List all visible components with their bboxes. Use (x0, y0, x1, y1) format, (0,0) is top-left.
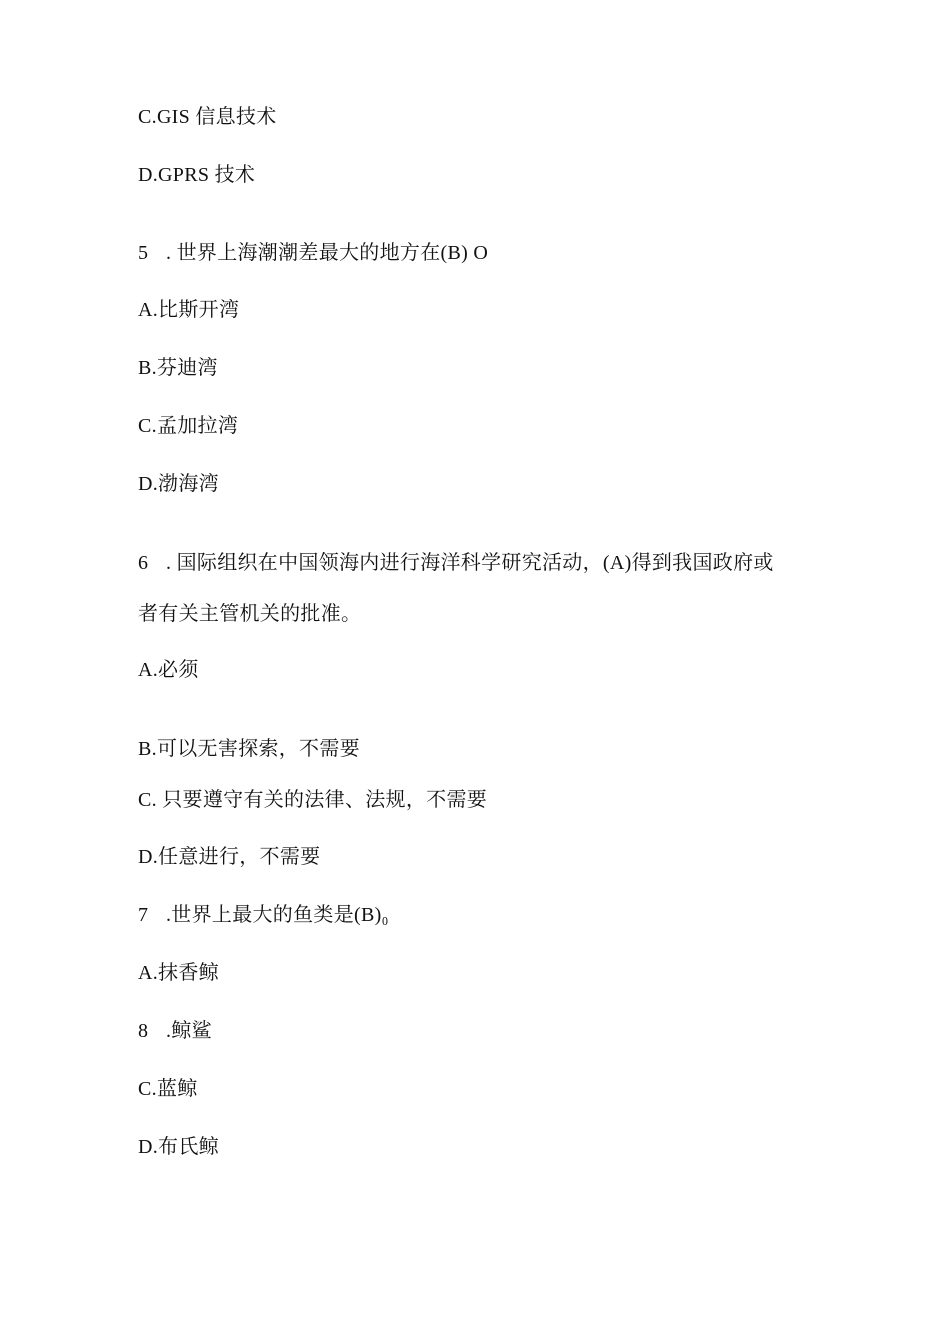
option-text: B.芬迪湾 (138, 357, 218, 379)
option-text: A.抹香鲸 (138, 962, 219, 984)
question-number: 6 (138, 552, 149, 574)
question-text: . 国际组织在中国领海内进行海洋科学研究活动，(A)得到我国政府或 (166, 552, 774, 574)
question-6 (138, 550, 774, 576)
question-number: 7 (138, 904, 149, 926)
question-7 (138, 902, 389, 928)
question-text: .鲸鲨 (166, 1020, 212, 1042)
option-text: D.渤海湾 (138, 473, 219, 495)
question-number: 8 (138, 1020, 149, 1042)
option-b-fundy (138, 355, 218, 381)
option-d-any (138, 844, 320, 870)
option-c-law (138, 787, 487, 813)
option-text: C. 只要遵守有关的法律、法规，不需要 (138, 789, 488, 811)
option-b-innocent (138, 736, 360, 762)
question-8 (138, 1018, 212, 1044)
option-text: D.任意进行，不需要 (138, 846, 321, 868)
option-text: A.比斯开湾 (138, 299, 240, 321)
option-a-sperm-whale (138, 960, 219, 986)
option-c-gis (138, 104, 277, 130)
question-text: . 世界上海潮潮差最大的地方在(B) O (166, 242, 489, 264)
option-text: C.孟加拉湾 (138, 415, 239, 437)
option-text: D.GPRS 技术 (138, 164, 256, 186)
option-text: A.必须 (138, 659, 199, 681)
question-text: .世界上最大的鱼类是(B)₀ (166, 904, 389, 926)
question-number: 5 (138, 242, 149, 264)
option-d-brydes-whale (138, 1134, 219, 1160)
option-d-bohai (138, 471, 219, 497)
option-a-must (138, 657, 199, 683)
option-c-bengal (138, 413, 238, 439)
option-text: D.布氏鲸 (138, 1136, 219, 1158)
question-text: 者有关主管机关的批准。 (138, 603, 362, 625)
option-text: C.GIS 信息技术 (138, 106, 277, 128)
option-text: C.蓝鲸 (138, 1078, 198, 1100)
option-text: B.可以无害探索，不需要 (138, 738, 360, 760)
question-5 (138, 240, 488, 266)
option-c-blue-whale (138, 1076, 198, 1102)
option-d-gprs (138, 162, 255, 188)
option-a-biscay (138, 297, 239, 323)
question-6-continuation (138, 601, 361, 627)
